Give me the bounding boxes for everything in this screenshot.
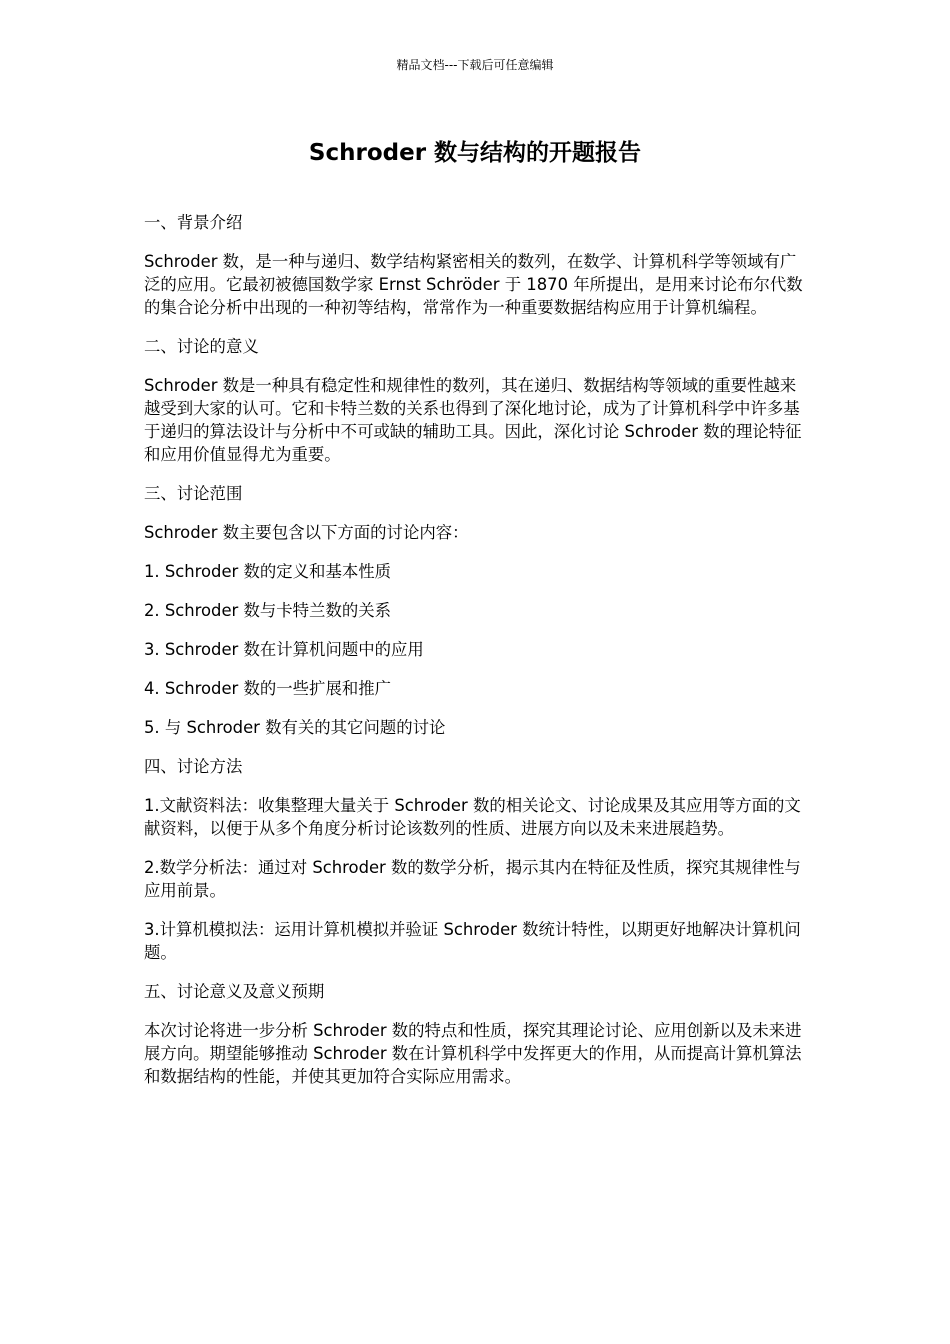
list-item-scope-1: 1. Schroder 数的定义和基本性质 bbox=[144, 562, 392, 581]
section-heading-scope: 三、讨论范围 bbox=[144, 484, 243, 503]
section-heading-methods: 四、讨论方法 bbox=[144, 757, 243, 776]
document-title: Schroder 数与结构的开题报告 bbox=[308, 140, 642, 166]
list-item-scope-5: 5. 与 Schroder 数有关的其它问题的讨论 bbox=[144, 718, 446, 737]
section-heading-expectation: 五、讨论意义及意义预期 bbox=[144, 982, 325, 1001]
section-heading-background: 一、背景介绍 bbox=[144, 213, 243, 232]
document-body bbox=[144, 211, 808, 1104]
paragraph-method-literature: 1.文献资料法：收集整理大量关于 Schroder 数的相关论文、讨论成果及其应用等方面的文献资料，以便于从多个角度分析讨论该数列的性质、进展方向以及未来进展趋势。 bbox=[144, 796, 801, 838]
paragraph-method-simulation: 3.计算机模拟法：运用计算机模拟并验证 Schroder 数统计特性，以期更好地解决计算机问题。 bbox=[144, 920, 801, 962]
section-heading-significance: 二、讨论的意义 bbox=[144, 337, 259, 356]
paragraph-expectation: 本次讨论将进一步分析 Schroder 数的特点和性质，探究其理论讨论、应用创新以及未来进展方向。期望能够推动 Schroder 数在计算机科学中发挥更大的作用，从而提高计算机算法和数据结构的性能，并使其更加符合实际应用需求。 bbox=[144, 1021, 802, 1086]
paragraph-significance: Schroder 数是一种具有稳定性和规律性的数列，其在递归、数据结构等领域的重要性越来越受到大家的认可。它和卡特兰数的关系也得到了深化地讨论，成为了计算机科学中许多基于递归的算法设计与分析中不可或缺的辅助工具。因此，深化讨论 Schroder 数的理论特征和应用价值显得尤为重要。 bbox=[144, 376, 802, 464]
list-item-scope-2: 2. Schroder 数与卡特兰数的关系 bbox=[144, 601, 392, 620]
paragraph-background: Schroder 数，是一种与递归、数学结构紧密相关的数列，在数学、计算机科学等领域有广泛的应用。它最初被德国数学家 Ernst Schröder 于 1870 年所提出，是用来讨论布尔代数的集合论分析中出现的一种初等结构，常常作为一种重要数据结构应用于计算机编程。 bbox=[144, 252, 803, 317]
list-item-scope-4: 4. Schroder 数的一些扩展和推广 bbox=[144, 679, 392, 698]
list-item-scope-3: 3. Schroder 数在计算机问题中的应用 bbox=[144, 640, 424, 659]
paragraph-method-math: 2.数学分析法：通过对 Schroder 数的数学分析，揭示其内在特征及性质，探究其规律性与应用前景。 bbox=[144, 858, 801, 900]
paragraph-scope-intro: Schroder 数主要包含以下方面的讨论内容： bbox=[144, 523, 469, 542]
header-note: 精品文档---下载后可任意编辑 bbox=[396, 58, 554, 72]
